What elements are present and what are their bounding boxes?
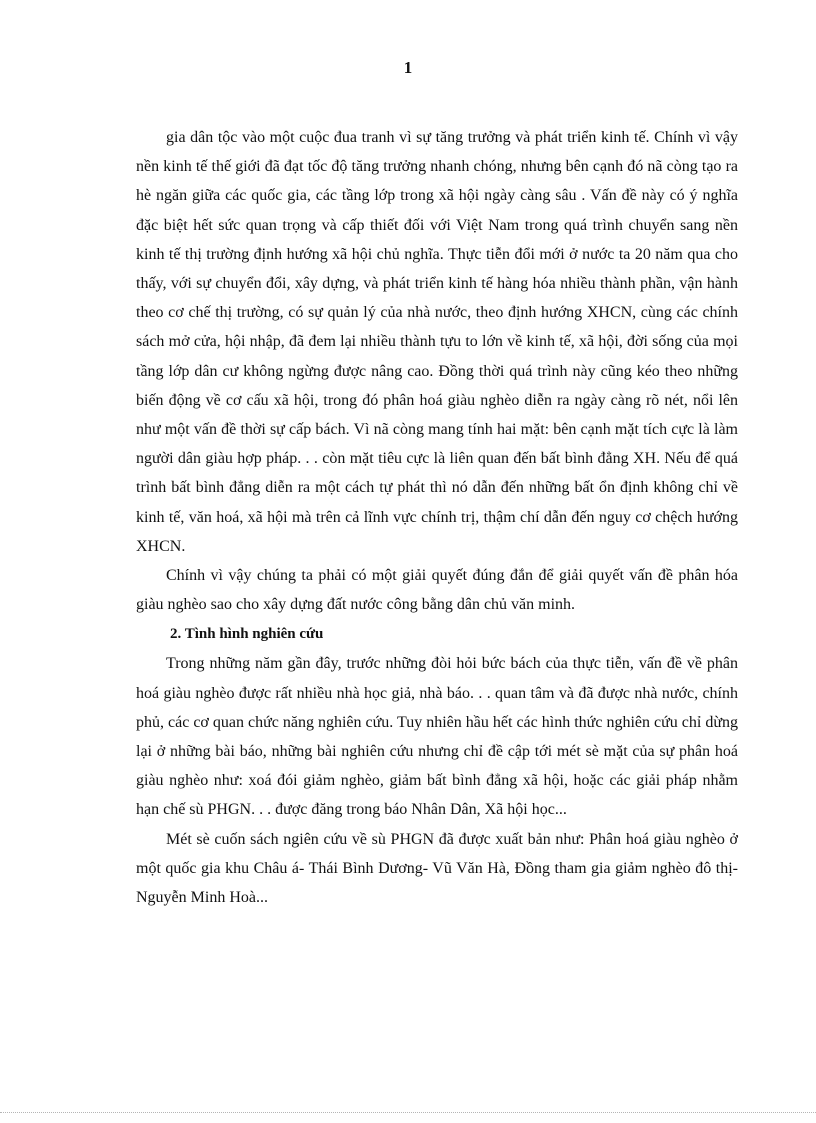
- paragraph-published-books: Mét sè cuốn sách ngiên cứu về sù PHGN đã được xuất bản như: Phân hoá giàu nghèo ở một quốc gia khu Châu á- Thái Bình Dương- Vũ Văn Hà, Đồng tham gia giảm nghèo đô thị- Nguyễn Minh Hoà...: [136, 830, 738, 907]
- paragraph-research-situation: Trong những năm gần đây, trước những đòi hỏi bức bách của thực tiễn, vấn đề về phân hoá giàu nghèo được rất nhiều nhà học giả, nhà báo. . . quan tâm và đã được nhà nước, chính phủ, các cơ quan chức năng nghiên cứu. Tuy nhiên hầu hết các hình thức nghiên cứu chỉ dừng lại ở những bài báo, những bài nghiên cứu nhưng chỉ đề cập tới mét sè mặt của sự phân hoá giàu nghèo như: xoá đói giảm nghèo, giảm bất bình đẳng xã hội, hoặc các giải pháp nhằm hạn chế sù PHGN. . . được đăng trong báo Nhân Dân, Xã hội học...: [136, 655, 738, 819]
- footer-dotted-rule: [0, 1112, 816, 1113]
- paragraph-intro-continuation: gia dân tộc vào một cuộc đua tranh vì sự tăng trưởng và phát triển kinh tế. Chính vì vậy nền kinh tế thế giới đã đạt tốc độ tăng trưởng nhanh chóng, nhưng bên cạnh đó nã còng tạo ra hè ngăn giữa các quốc gia, các tầng lớp trong xã hội ngày càng sâu . Vấn đề này có ý nghĩa đặc biệt hết sức quan trọng và cấp thiết đối với Việt Nam trong quá trình chuyển sang nền kinh tế thị trường định hướng xã hội chủ nghĩa. Thực tiễn đổi mới ở nước ta 20 năm qua cho thấy, với sự chuyển đổi, xây dựng, và phát triển kinh tế hàng hóa nhiều thành phần, vận hành theo cơ chế thị trường, có sự quản lý của nhà nước, theo định hướng XHCN, cùng các chính sách mở cửa, hội nhập, đã đem lại nhiều thành tựu to lớn về kinh tế, xã hội, đời sống của mọi tầng lớp dân cư không ngừng được nâng cao. Đồng thời quá trình này cũng kéo theo những biến động về cơ cấu xã hội, trong đó phân hoá giàu nghèo diễn ra ngày càng rõ nét, nổi lên như một vấn đề thời sự cấp bách. Vì nã còng mang tính hai mặt: bên cạnh mặt tích cực là làm người dân giàu hợp pháp. . . còn mặt tiêu cực là liên quan đến bất bình đẳng XH. Nếu để quá trình bất bình đẳng diễn ra một cách tự phát thì nó dẫn đến những bất ổn định không chỉ về kinh tế, văn hoá, xã hội mà trên cả lĩnh vực chính trị, thậm chí dẫn đến nguy cơ chệch hướng XHCN.: [136, 129, 738, 555]
- section-heading: 2. Tình hình nghiên cứu: [170, 626, 324, 643]
- paragraph-conclusion: Chính vì vậy chúng ta phải có một giải quyết đúng đắn để giải quyết vấn đề phân hóa giàu nghèo sao cho xây dựng đất nước công bằng dân chủ văn minh.: [136, 567, 738, 614]
- document-body: [136, 123, 738, 912]
- page-number: 1: [403, 58, 413, 77]
